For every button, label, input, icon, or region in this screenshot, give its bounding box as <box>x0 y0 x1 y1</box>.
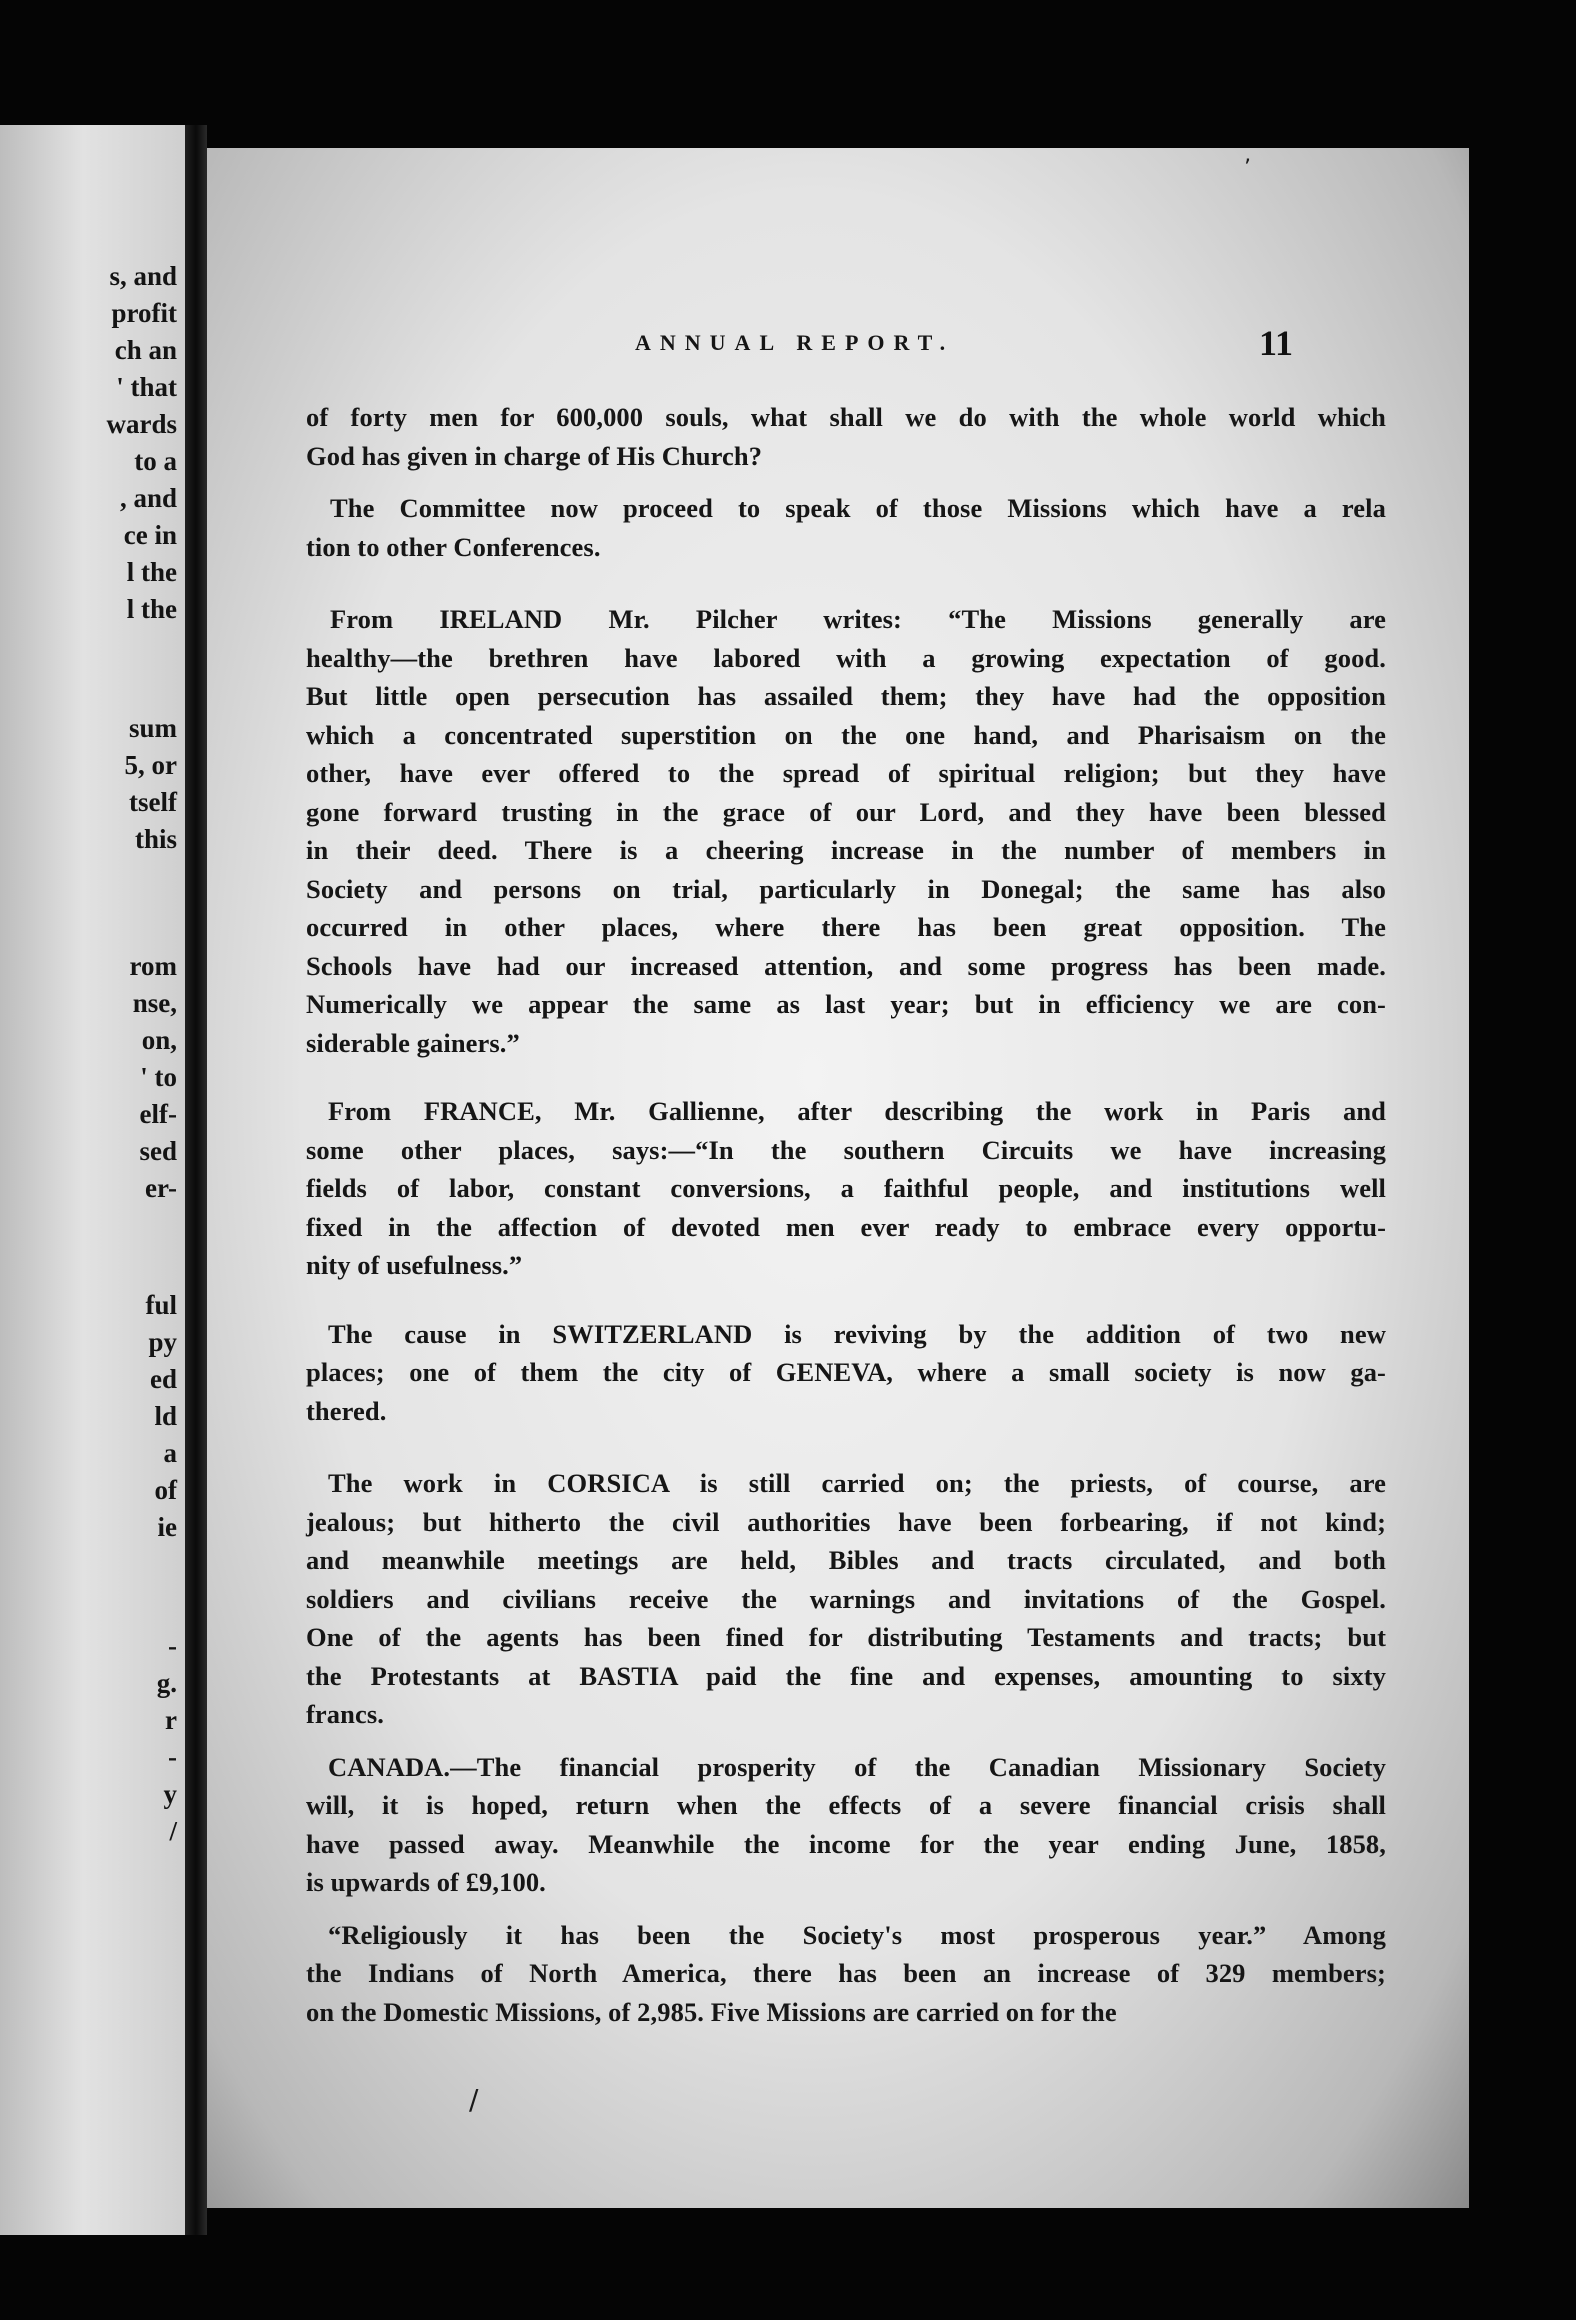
running-head-title: ANNUAL REPORT. <box>635 330 955 355</box>
text-line: will, it is hoped, return when the effects of a severe financial crisis shall <box>306 1790 1386 1820</box>
text-line: thered. <box>306 1395 387 1426</box>
paragraph-forty-men <box>306 398 1386 475</box>
body-text <box>306 398 1386 2031</box>
book-gutter <box>185 125 207 2235</box>
text-line: other, have ever offered to the spread of spiritual religion; but they have <box>306 758 1386 788</box>
left-page-text-fragment: py <box>148 1327 177 1357</box>
text-line: “Religiously it has been the Society's most prosperous year.” Among <box>328 1919 1386 1950</box>
left-page-text-fragment: elf- <box>139 1099 177 1129</box>
left-page-text-fragment: g. <box>156 1668 177 1698</box>
left-page-text-fragment: sum <box>128 713 177 743</box>
text-line: siderable gainers.” <box>306 1027 520 1058</box>
left-page-text-fragment: - <box>168 1631 177 1661</box>
main-page <box>207 148 1469 2208</box>
text-line: gone forward trusting in the grace of our Lord, and they have been blessed <box>306 796 1386 827</box>
left-page-text-fragment: 5, or <box>124 750 177 780</box>
left-page-text-fragment: / <box>169 1816 177 1846</box>
left-page-text-fragment: s, and <box>109 261 177 291</box>
text-line: occurred in other places, where there has been great opposition. The <box>306 912 1386 942</box>
text-line: places; one of them the city of GENEVA, where a small society is now ga- <box>306 1357 1386 1387</box>
left-page-text-fragment: this <box>134 824 177 854</box>
left-page-text-fragment: r <box>165 1705 177 1735</box>
speck-mark: ’ <box>1244 156 1251 181</box>
left-page-text-fragment: on, <box>141 1025 177 1055</box>
paragraph-corsica <box>306 1464 1386 1734</box>
text-line: tion to other Conferences. <box>306 531 601 562</box>
paragraph-france <box>306 1092 1386 1285</box>
left-page-text-fragment: to a <box>134 446 177 476</box>
text-line: fixed in the affection of devoted men ever ready to embrace every opportu- <box>306 1211 1386 1242</box>
text-line: some other places, says:—“In the southern Circuits we have increasing <box>306 1134 1386 1165</box>
left-page-text-fragment: wards <box>106 409 177 439</box>
text-line: God has given in charge of His Church? <box>306 440 763 471</box>
left-page-text-fragment: of <box>154 1475 177 1505</box>
left-page-text-fragment: l the <box>126 594 177 624</box>
text-line: Schools have had our increased attention, and some progress has been made. <box>306 950 1386 981</box>
paragraph-ireland <box>306 600 1386 1062</box>
text-line: Numerically we appear the same as last year; but in efficiency we are con- <box>306 989 1386 1019</box>
left-page-text-fragment: y <box>163 1779 177 1809</box>
left-page-text-fragment: nse, <box>132 988 177 1018</box>
left-page-text-fragment: - <box>168 1742 177 1772</box>
left-page-text-fragment: ' that <box>116 372 177 402</box>
text-line: have passed away. Meanwhile the income for the year ending June, 1858, <box>306 1828 1386 1859</box>
left-page-text-fragment: profit <box>111 298 177 328</box>
text-line: of forty men for 600,000 souls, what shall we do with the whole world which <box>306 402 1386 432</box>
running-head <box>207 323 1469 370</box>
text-line: The work in CORSICA is still carried on; the priests, of course, are <box>328 1468 1386 1498</box>
left-page-text-fragment: rom <box>129 951 177 981</box>
text-line: From IRELAND Mr. Pilcher writes: “The Missions generally are <box>330 604 1386 634</box>
left-page-text-fragment: ce in <box>123 520 177 550</box>
left-page-text-fragment: ' to <box>140 1062 177 1092</box>
left-page-text-fragment: a <box>163 1438 177 1468</box>
text-line: jealous; but hitherto the civil authorities have been forbearing, if not kind; <box>306 1506 1386 1537</box>
paragraph-canada <box>306 1748 1386 1902</box>
left-page-fragment <box>0 125 185 2235</box>
left-page-text-fragment: l the <box>126 557 177 587</box>
left-page-text-fragment: tself <box>129 787 177 817</box>
left-page-text-fragment: er- <box>145 1173 177 1203</box>
left-page-text-fragment: ch an <box>114 335 177 365</box>
text-line: which a concentrated superstition on the one hand, and Pharisaism on the <box>306 719 1386 750</box>
text-line: and meanwhile meetings are held, Bibles and tracts circulated, and both <box>306 1545 1386 1575</box>
left-page-text-fragment: ld <box>154 1401 177 1431</box>
paragraph-religiously <box>306 1916 1386 2032</box>
text-line: is upwards of £9,100. <box>306 1867 546 1897</box>
text-line: in their deed. There is a cheering increase in the number of members in <box>306 835 1386 865</box>
text-line: the Indians of North America, there has been an increase of 329 members; <box>306 1958 1386 1988</box>
speck-mark: / <box>469 2083 479 2116</box>
left-page-text-fragment: ful <box>145 1290 177 1320</box>
paragraph-committee <box>306 489 1386 566</box>
left-page-text-fragment: , and <box>119 483 177 513</box>
left-page-text-fragment: sed <box>139 1136 177 1166</box>
text-line: healthy—the brethren have labored with a growing expectation of good. <box>306 642 1386 673</box>
text-line: From FRANCE, Mr. Gallienne, after describing the work in Paris and <box>328 1096 1386 1126</box>
page-number: 11 <box>1259 323 1294 363</box>
text-line: The cause in SWITZERLAND is reviving by the addition of two new <box>328 1318 1386 1349</box>
text-line: The Committee now proceed to speak of those Missions which have a rela <box>330 493 1386 523</box>
text-line: on the Domestic Missions, of 2,985. Five Missions are carried on for the <box>306 1996 1117 2027</box>
text-line: CANADA.—The financial prosperity of the Canadian Missionary Society <box>328 1751 1386 1782</box>
text-line: Society and persons on trial, particularly in Donegal; the same has also <box>306 873 1386 904</box>
text-line: francs. <box>306 1699 384 1729</box>
left-page-text-fragment: ie <box>157 1512 177 1542</box>
text-line: the Protestants at BASTIA paid the fine and expenses, amounting to sixty <box>306 1660 1386 1691</box>
text-line: nity of usefulness.” <box>306 1250 523 1280</box>
text-line: But little open persecution has assailed them; they have had the opposition <box>306 681 1386 711</box>
text-line: soldiers and civilians receive the warnings and invitations of the Gospel. <box>306 1583 1386 1614</box>
paragraph-switzerland <box>306 1315 1386 1431</box>
text-line: One of the agents has been fined for distributing Testaments and tracts; but <box>306 1622 1386 1652</box>
text-line: fields of labor, constant conversions, a faithful people, and institutions well <box>306 1173 1386 1203</box>
left-page-text-fragment: ed <box>150 1364 177 1394</box>
